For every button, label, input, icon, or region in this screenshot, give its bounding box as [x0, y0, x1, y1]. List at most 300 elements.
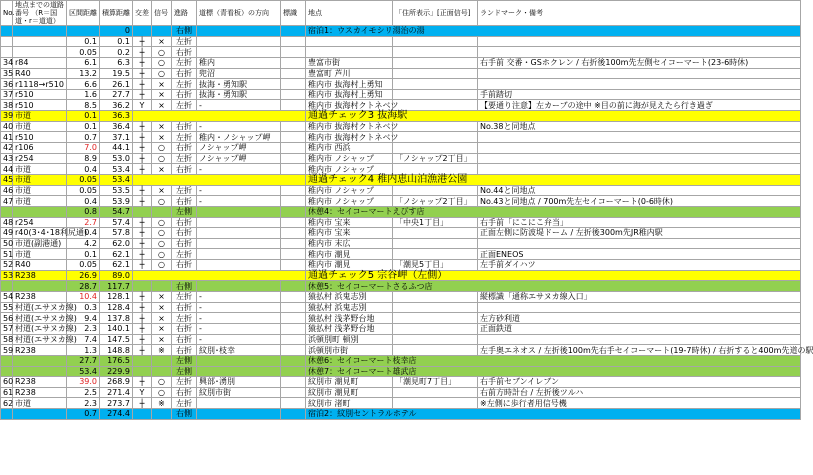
cell-signal: ○ [152, 47, 172, 58]
cell-route: r106 [13, 143, 67, 154]
cell-sign [197, 238, 281, 249]
cell-no: 53 [1, 270, 13, 281]
cell-landmark [478, 36, 801, 47]
cell-signal: × [152, 313, 172, 324]
cell-dir: 左折 [172, 313, 197, 324]
cell-cross: Y [133, 387, 152, 398]
cell-landmark: ※左側に歩行者用信号機 [478, 398, 801, 409]
cell-signal: ○ [152, 377, 172, 388]
cell-sign: 紋別･枝幸 [197, 345, 281, 356]
cell-mark [281, 143, 306, 154]
cell-addr [393, 36, 478, 47]
cell-section: 7.0 [67, 143, 100, 154]
cell-no: 61 [1, 387, 13, 398]
cell-signal: ○ [152, 68, 172, 79]
cell-no: 44 [1, 164, 13, 175]
cell-signal: × [152, 100, 172, 111]
cell-dir: 右折 [172, 196, 197, 207]
cell-no [1, 47, 13, 58]
cell-section: 6.1 [67, 57, 100, 68]
table-row [1, 121, 801, 132]
table-row [1, 47, 801, 58]
cell-total: 62.1 [100, 260, 133, 271]
cell-mark [281, 334, 306, 345]
cell-signal: ○ [152, 228, 172, 239]
cell-mark [281, 164, 306, 175]
cell-route: 市道 [13, 111, 67, 122]
cell-section: 39.0 [67, 377, 100, 388]
cell-mark [281, 366, 306, 377]
cell-place: 猿払村 浅茅野台地 [306, 323, 393, 334]
cell-cross: ┼ [133, 323, 152, 334]
cell-section: 0.05 [67, 47, 100, 58]
cell-dir: 左折 [172, 132, 197, 143]
cell-addr [393, 398, 478, 409]
cell-cross: ┼ [133, 196, 152, 207]
cell-sign [197, 398, 281, 409]
cell-total: 57.8 [100, 228, 133, 239]
cell-section: 53.4 [67, 366, 100, 377]
cell-cross: ┼ [133, 238, 152, 249]
table-row [1, 292, 801, 303]
cell-no: 50 [1, 238, 13, 249]
cell-addr [393, 143, 478, 154]
cell-route: r510 [13, 100, 67, 111]
cell-no: 52 [1, 260, 13, 271]
cell-mark [281, 47, 306, 58]
cell-route: 市道 [13, 249, 67, 260]
cell-total: 37.1 [100, 132, 133, 143]
table-row [1, 143, 801, 154]
table-row [1, 111, 801, 122]
cell-cross: ┼ [133, 153, 152, 164]
cell-landmark [478, 334, 801, 345]
cell-addr: 「ノシャップ2丁目」 [393, 196, 478, 207]
cell-total: 140.1 [100, 323, 133, 334]
cell-route [13, 47, 67, 58]
cell-route: R40 [13, 68, 67, 79]
cell-no: 51 [1, 249, 13, 260]
cell-mark [281, 121, 306, 132]
cell-section: 0.05 [67, 260, 100, 271]
cell-total: 148.8 [100, 345, 133, 356]
cell-dir: 右折 [172, 121, 197, 132]
cell-addr [393, 292, 478, 303]
cell-addr [393, 228, 478, 239]
table-row [1, 153, 801, 164]
table-row [1, 281, 801, 292]
cell-total: 53.4 [100, 174, 133, 185]
cell-landmark: 正面左側に防波堤ドーム / 左折後300m先JR稚内駅 [478, 228, 801, 239]
table-row [1, 57, 801, 68]
cell-dir: 右折 [172, 345, 197, 356]
cell-total: 26.1 [100, 79, 133, 90]
cell-addr [393, 121, 478, 132]
cell-sign: - [197, 121, 281, 132]
table-row [1, 366, 801, 377]
cell-total: 62.0 [100, 238, 133, 249]
cell-route [13, 26, 67, 37]
cell-sign: 稚内 [197, 57, 281, 68]
cell-signal: × [152, 132, 172, 143]
cell-addr [393, 313, 478, 324]
cell-sign: - [197, 100, 281, 111]
cell-signal [152, 409, 172, 420]
cell-route: r254 [13, 217, 67, 228]
table-row [1, 238, 801, 249]
cell-landmark [478, 153, 801, 164]
cell-dir: 左折 [172, 249, 197, 260]
cell-place: 稚内市 抜海村上勇知 [306, 79, 393, 90]
cell-total: 36.2 [100, 100, 133, 111]
cell-cross: ┼ [133, 292, 152, 303]
table-row [1, 196, 801, 207]
cell-dir: 右折 [172, 238, 197, 249]
cell-no: 58 [1, 334, 13, 345]
cell-cross: ┼ [133, 377, 152, 388]
header-section: 区間距離 [67, 1, 100, 26]
table-row [1, 36, 801, 47]
cell-route: r254 [13, 153, 67, 164]
cell-total: 274.4 [100, 409, 133, 420]
cell-dir: 右折 [172, 164, 197, 175]
cell-place: 稚内市 潮見 [306, 260, 393, 271]
rest-stop: 休憩7：セイコーマート雄武店 [306, 366, 801, 377]
cell-landmark: 左方砂利道 [478, 313, 801, 324]
cell-place: 豊富町 芦川 [306, 68, 393, 79]
cell-no: 60 [1, 377, 13, 388]
cell-no: 54 [1, 292, 13, 303]
cell-route: 市道 [13, 174, 67, 185]
cell-section: 28.7 [67, 281, 100, 292]
cell-dir: 右折 [172, 47, 197, 58]
cell-section: 8.9 [67, 153, 100, 164]
cell-section: 26.9 [67, 270, 100, 281]
cell-dir: 右折 [172, 334, 197, 345]
cell-no [1, 206, 13, 217]
header-place: 地点 [306, 1, 393, 26]
cell-no: 46 [1, 185, 13, 196]
cell-place: 稚内市 抜海村上勇知 [306, 89, 393, 100]
cell-blank [133, 111, 306, 122]
cell-no: 47 [1, 196, 13, 207]
table-row [1, 89, 801, 100]
header-route: 地点までの道路番号 （R＝国道・r＝道道） [13, 1, 67, 26]
cell-cross [133, 26, 152, 37]
cell-dir: 左折 [172, 185, 197, 196]
cell-no: 48 [1, 217, 13, 228]
cell-place: 浜頓別市街 [306, 345, 393, 356]
cell-landmark: No.38と同地点 [478, 121, 801, 132]
header-cross: 交差 [133, 1, 152, 26]
cell-sign [197, 409, 281, 420]
cell-sign: - [197, 185, 281, 196]
cell-place: 紋別市 潮見町 [306, 377, 393, 388]
cell-dir: 右折 [172, 302, 197, 313]
cell-no: 49 [1, 228, 13, 239]
cell-place: 猿払村 浜鬼志別 [306, 302, 393, 313]
cell-no [1, 26, 13, 37]
cell-dir: 右折 [172, 387, 197, 398]
cell-mark [281, 281, 306, 292]
cell-route: 市道 [13, 196, 67, 207]
table-row [1, 260, 801, 271]
cell-signal [152, 26, 172, 37]
cell-route: 市道 [13, 398, 67, 409]
cell-total: 128.4 [100, 302, 133, 313]
cell-sign: - [197, 196, 281, 207]
cell-signal: × [152, 292, 172, 303]
cell-cross: ┼ [133, 313, 152, 324]
header-total: 積算距離 [100, 1, 133, 26]
cell-mark [281, 313, 306, 324]
cell-signal: ※ [152, 345, 172, 356]
cell-mark [281, 89, 306, 100]
rest-stop: 休憩4：セイコーマートえびす店 [306, 206, 801, 217]
cell-route: R238 [13, 292, 67, 303]
cell-cross [133, 281, 152, 292]
cell-signal: ○ [152, 249, 172, 260]
table-row [1, 164, 801, 175]
cell-mark [281, 260, 306, 271]
table-row [1, 185, 801, 196]
cell-section: 13.2 [67, 68, 100, 79]
cell-blank [133, 270, 306, 281]
lodging: 宿泊1：ウスカイモシリ湯治の湯 [306, 26, 801, 37]
cell-landmark: 右手前セブンイレブン [478, 377, 801, 388]
cell-dir: 左折 [172, 57, 197, 68]
table-row [1, 334, 801, 345]
cell-no: 43 [1, 153, 13, 164]
cell-route: 村道(エサヌカ線) [13, 313, 67, 324]
cell-signal: × [152, 334, 172, 345]
cell-signal: × [152, 302, 172, 313]
cell-sign: 兜沼 [197, 68, 281, 79]
cell-dir: 右折 [172, 143, 197, 154]
cell-total: 53.4 [100, 164, 133, 175]
cell-addr [393, 132, 478, 143]
cell-sign: - [197, 313, 281, 324]
cell-section: 9.4 [67, 313, 100, 324]
cell-section: 0.3 [67, 302, 100, 313]
cell-cross: ┼ [133, 228, 152, 239]
cell-total: 0.2 [100, 47, 133, 58]
cell-sign: - [197, 323, 281, 334]
cell-cross: Y [133, 100, 152, 111]
table-row [1, 270, 801, 281]
cell-dir: 右折 [172, 217, 197, 228]
cell-dir: 左折 [172, 153, 197, 164]
table-row [1, 228, 801, 239]
cell-no [1, 36, 13, 47]
cell-landmark [478, 79, 801, 90]
cell-mark [281, 100, 306, 111]
cell-mark [281, 36, 306, 47]
cell-mark [281, 132, 306, 143]
cell-place: 紋別市 潮見町 [306, 387, 393, 398]
cell-total: 137.8 [100, 313, 133, 324]
table-row [1, 355, 801, 366]
cell-cross: ┼ [133, 68, 152, 79]
table-row [1, 377, 801, 388]
table-row [1, 398, 801, 409]
cell-mark [281, 409, 306, 420]
cell-blank [133, 174, 306, 185]
cell-signal [152, 355, 172, 366]
cell-cross: ┼ [133, 302, 152, 313]
cell-total: 147.5 [100, 334, 133, 345]
cell-route [13, 36, 67, 47]
cell-signal [152, 206, 172, 217]
rest-stop: 休憩5：セイコーマートさるふつ店 [306, 281, 801, 292]
cell-landmark: 縦標識「通称エサヌカ線入口」 [478, 292, 801, 303]
cell-mark [281, 196, 306, 207]
cell-place: 紋別市 渚町 [306, 398, 393, 409]
cell-no: 41 [1, 132, 13, 143]
cell-mark [281, 185, 306, 196]
cell-place: 稚内市 抜海村クトネベツ [306, 100, 393, 111]
cell-cross: ┼ [133, 36, 152, 47]
table-row [1, 217, 801, 228]
table-row [1, 345, 801, 356]
cell-total: 117.7 [100, 281, 133, 292]
table-row [1, 302, 801, 313]
cell-section: 10.4 [67, 292, 100, 303]
cell-dir: 左折 [172, 100, 197, 111]
cell-section: 2.3 [67, 323, 100, 334]
cell-no: 37 [1, 89, 13, 100]
cell-signal: × [152, 185, 172, 196]
cell-section: 1.3 [67, 345, 100, 356]
cell-no [1, 281, 13, 292]
cell-place: 稚内市 末広 [306, 238, 393, 249]
cell-total: 229.9 [100, 366, 133, 377]
cell-section: 0.1 [67, 36, 100, 47]
cell-total: 6.3 [100, 57, 133, 68]
cell-total: 53.0 [100, 153, 133, 164]
cell-route [13, 366, 67, 377]
cell-total: 54.7 [100, 206, 133, 217]
header-sign: 道標（青看板）の方向 [197, 1, 281, 26]
cell-landmark: 右前方時計台 / 左折後ツルハ [478, 387, 801, 398]
cell-sign [197, 260, 281, 271]
cell-cross: ┼ [133, 185, 152, 196]
cell-landmark [478, 164, 801, 175]
cell-sign [197, 281, 281, 292]
cell-cross: ┼ [133, 334, 152, 345]
cell-section: 1.6 [67, 89, 100, 100]
cell-route: 村道(エサヌカ線) [13, 302, 67, 313]
cell-dir: 右側 [172, 26, 197, 37]
cell-dir: 左側 [172, 206, 197, 217]
cell-dir: 左側 [172, 355, 197, 366]
cell-total: 53.9 [100, 196, 133, 207]
cell-addr: 「中央1丁目」 [393, 217, 478, 228]
cell-dir: 右折 [172, 260, 197, 271]
cell-landmark: 左手奥エネオス / 左折後100m先右手セイコーマート(19-7時休) / 右折すると400m先道の駅 [478, 345, 801, 356]
cell-signal: ○ [152, 217, 172, 228]
cell-place: 稚内市 ノシャップ [306, 153, 393, 164]
cell-mark [281, 68, 306, 79]
cell-addr [393, 164, 478, 175]
checkpoint-title: 通過チェック5 宗谷岬（左側） [306, 270, 801, 281]
cell-place: 浜頓別町 頓別 [306, 334, 393, 345]
cell-signal: × [152, 79, 172, 90]
cell-route: 村道(エサヌカ線) [13, 323, 67, 334]
cell-mark [281, 79, 306, 90]
cell-sign: - [197, 302, 281, 313]
checkpoint-title: 通過チェック4 稚内恵山泊漁港公園 [306, 174, 801, 185]
cell-sign: 興部･湧別 [197, 377, 281, 388]
cell-no: 57 [1, 323, 13, 334]
cell-landmark [478, 143, 801, 154]
cell-dir: 右折 [172, 68, 197, 79]
cell-dir: 左折 [172, 398, 197, 409]
header-no: No. [1, 1, 13, 26]
cell-landmark: 右手前 交番・GSホクレン / 右折後100m先左側セイコーマート(23-6時休) [478, 57, 801, 68]
cell-section: 0.05 [67, 185, 100, 196]
cell-signal: × [152, 121, 172, 132]
cell-dir: 右側 [172, 281, 197, 292]
cell-landmark: No.43と同地点 / 700m先左セイコーマート(0-6時休) [478, 196, 801, 207]
cell-addr [393, 68, 478, 79]
cell-landmark: 【要通り注意】左カーブの途中 ※目の前に海が見えたら行き過ぎ [478, 100, 801, 111]
cell-addr [393, 387, 478, 398]
cell-route: r510 [13, 132, 67, 143]
cell-addr [393, 323, 478, 334]
cell-route [13, 206, 67, 217]
cell-addr: 「ノシャップ2丁目」 [393, 153, 478, 164]
table-row [1, 174, 801, 185]
table-row [1, 26, 801, 37]
cell-route: R40 [13, 260, 67, 271]
table-row [1, 68, 801, 79]
cell-sign [197, 47, 281, 58]
cell-route: 市道 [13, 185, 67, 196]
checkpoint-title: 通過チェック3 抜海駅 [306, 111, 801, 122]
cell-landmark: 手前踏切 [478, 89, 801, 100]
cell-landmark: 左手前ダイハツ [478, 260, 801, 271]
cell-addr [393, 249, 478, 260]
cell-sign: 抜海・勇知駅 [197, 89, 281, 100]
cell-total: 273.7 [100, 398, 133, 409]
cell-landmark: 正面ENEOS [478, 249, 801, 260]
cell-place: 稚内市 ノシャップ [306, 185, 393, 196]
header-signal: 信号 [152, 1, 172, 26]
cell-total: 36.3 [100, 111, 133, 122]
cell-place: 稚内市 抜海村クトネベツ [306, 121, 393, 132]
cell-signal: ○ [152, 387, 172, 398]
cell-landmark [478, 302, 801, 313]
cell-place: 稚内市 宝来 [306, 228, 393, 239]
cell-route: 市道 [13, 164, 67, 175]
cell-sign [197, 26, 281, 37]
cell-no: 40 [1, 121, 13, 132]
cell-sign [197, 36, 281, 47]
route-rows [1, 26, 813, 420]
cell-landmark: 正面鉄道 [478, 323, 801, 334]
cell-addr [393, 47, 478, 58]
cell-addr: 「潮見町7丁目」 [393, 377, 478, 388]
cell-route [13, 409, 67, 420]
cell-sign: - [197, 164, 281, 175]
cell-section: 0.1 [67, 249, 100, 260]
cell-cross: ┼ [133, 89, 152, 100]
cell-no: 45 [1, 174, 13, 185]
cell-dir: 左折 [172, 79, 197, 90]
cell-cross: ┼ [133, 345, 152, 356]
cell-mark [281, 302, 306, 313]
